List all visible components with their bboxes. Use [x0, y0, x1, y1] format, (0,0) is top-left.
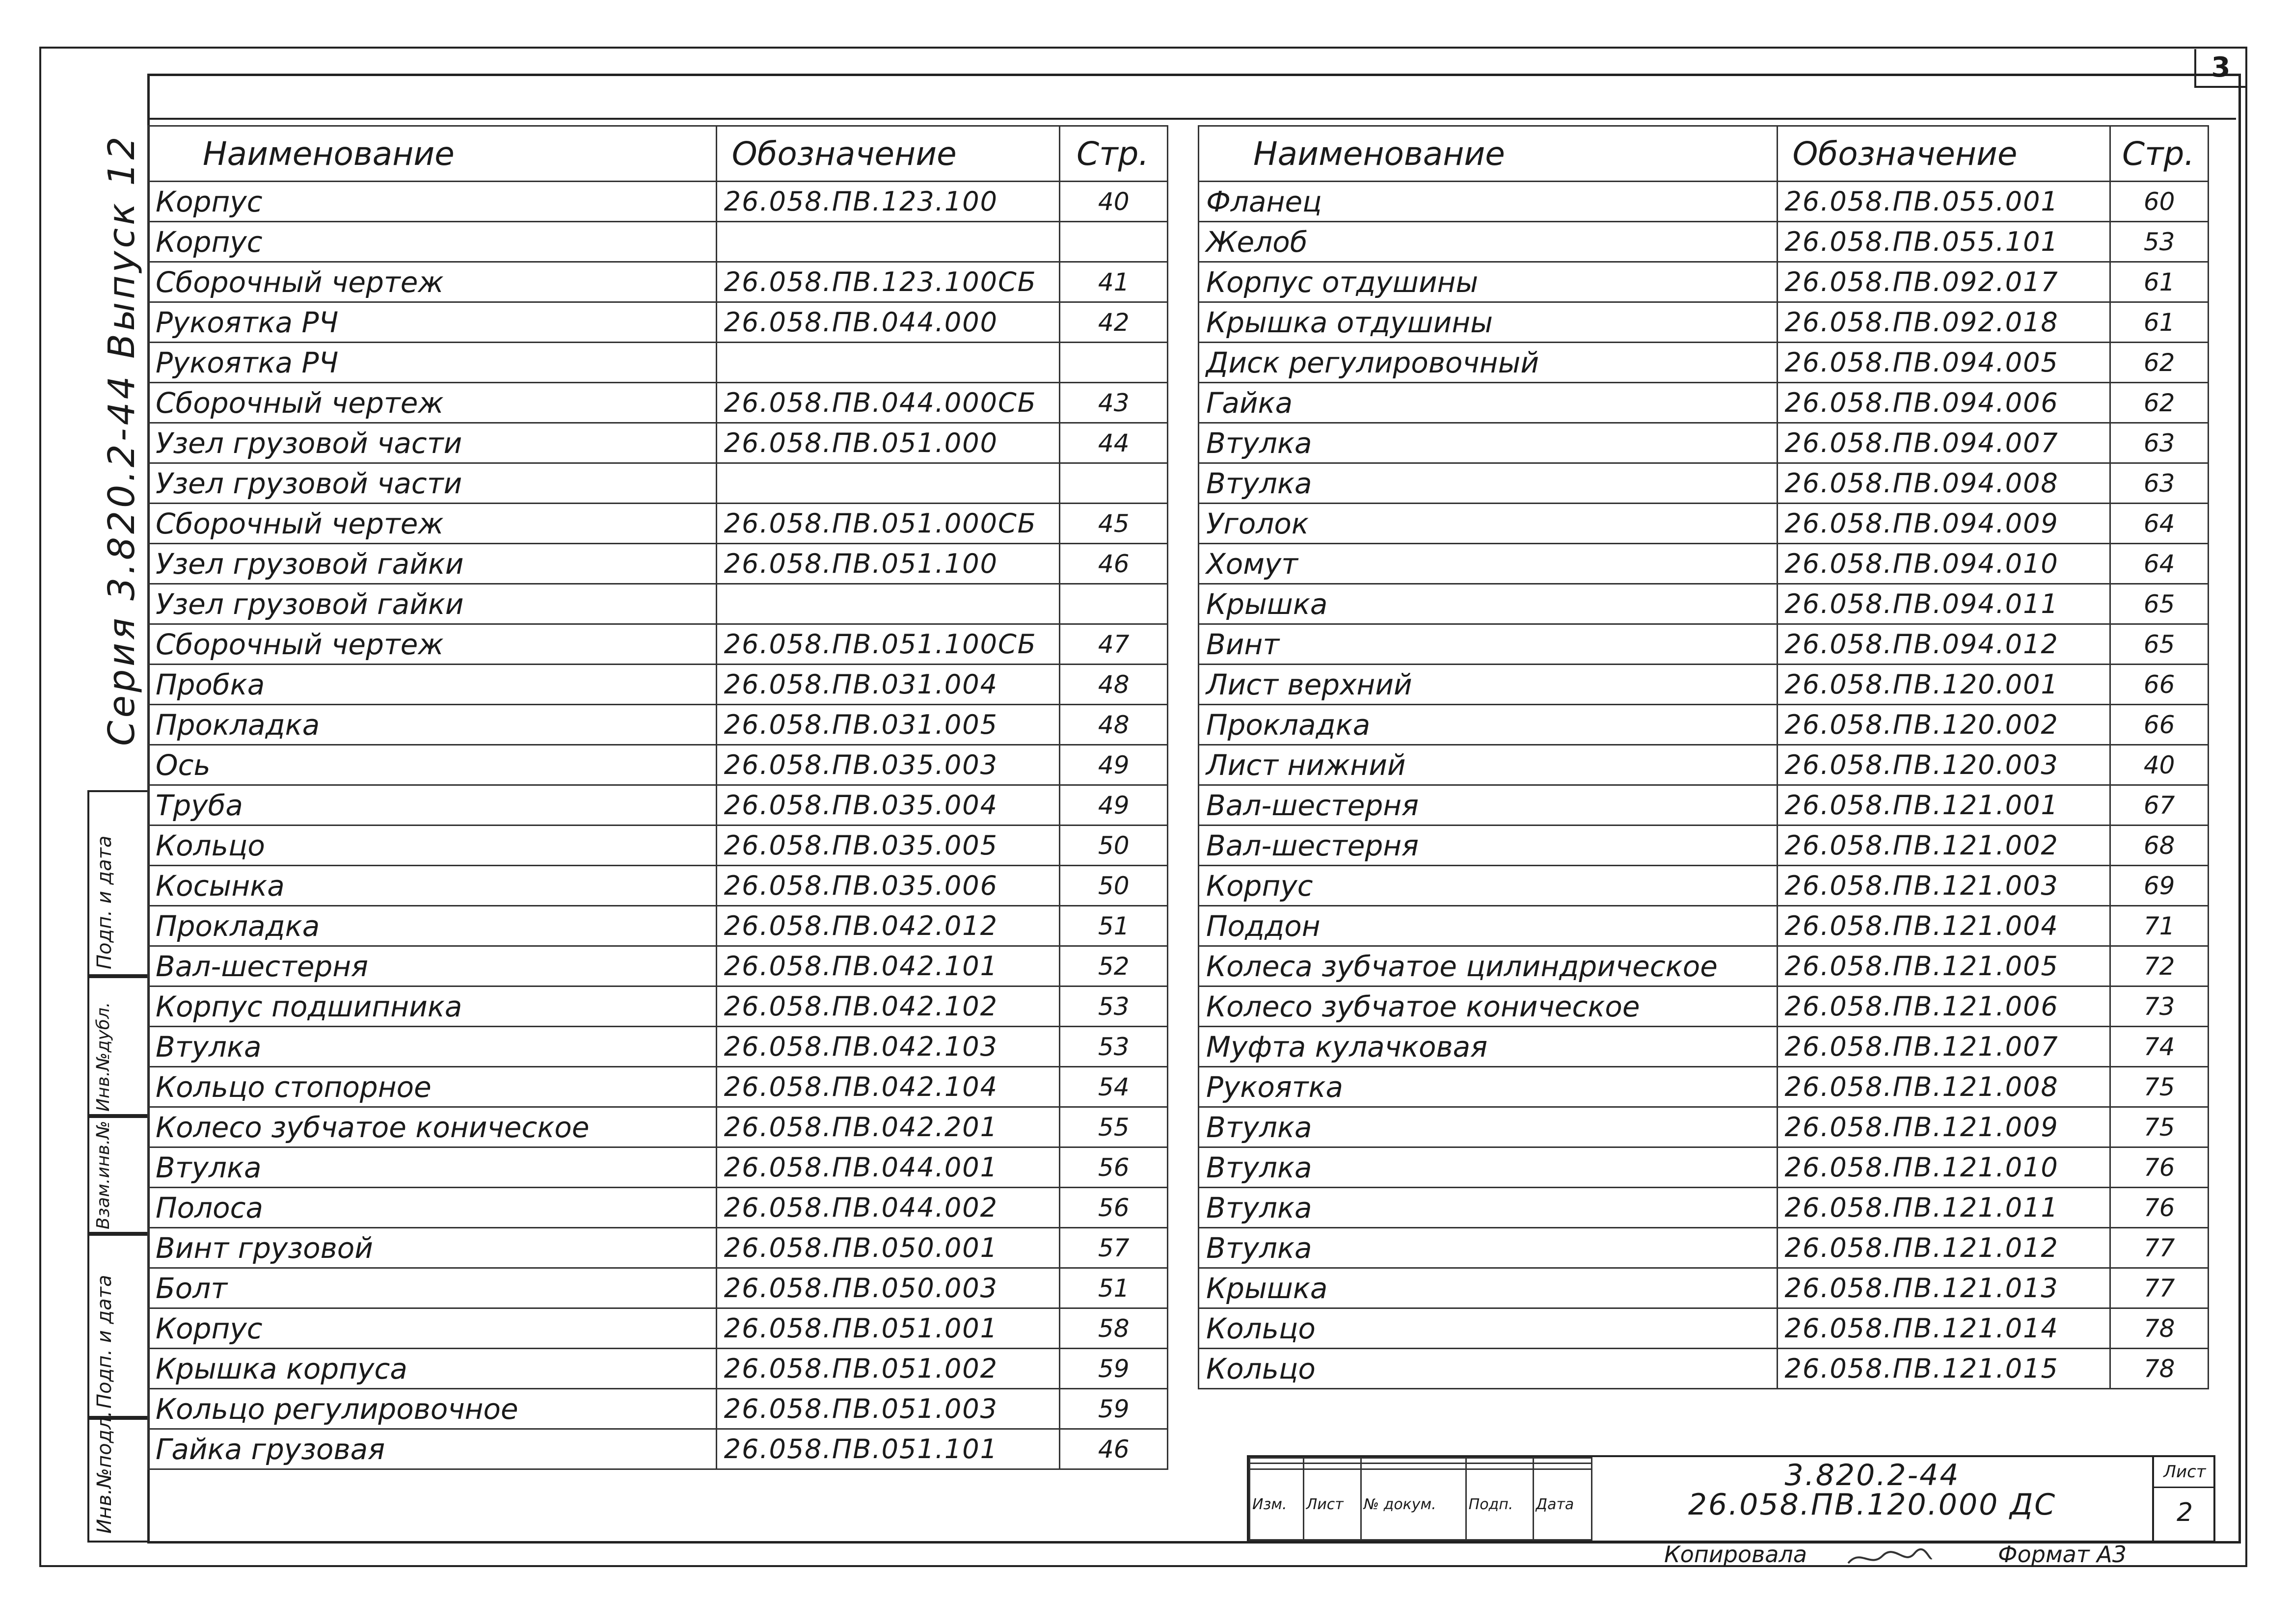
table-header-row: [148, 126, 1168, 182]
item-designation: 26.058.ПВ.051.101: [716, 1429, 1060, 1469]
table-row: [148, 705, 1168, 745]
item-page: 49: [1060, 785, 1168, 825]
table-row: [148, 463, 1168, 504]
item-name: Корпус: [148, 182, 717, 222]
item-name: Корпус: [1199, 866, 1778, 906]
item-designation: 26.058.ПВ.121.008: [1777, 1067, 2110, 1107]
item-name: Кольцо регулировочное: [148, 1389, 717, 1429]
item-page: 77: [2110, 1228, 2209, 1268]
table-row: [148, 1188, 1168, 1228]
item-designation: 26.058.ПВ.094.008: [1777, 463, 2110, 504]
table-row: [1199, 1067, 2209, 1107]
item-name: Рукоятка РЧ: [148, 302, 717, 343]
spec-table-right-body: [1199, 182, 2209, 1389]
item-name: Втулка: [1199, 1147, 1778, 1188]
revision-grid: [1249, 1457, 1592, 1541]
item-name: Винт грузовой: [148, 1228, 717, 1268]
item-designation: 26.058.ПВ.121.007: [1777, 1027, 2110, 1067]
item-name: Полоса: [148, 1188, 717, 1228]
item-designation: [716, 343, 1060, 383]
item-name: Кольцо стопорное: [148, 1067, 717, 1107]
table-row: [148, 1268, 1168, 1308]
table-row: [148, 302, 1168, 343]
item-page: 45: [1060, 504, 1168, 544]
item-designation: 26.058.ПВ.094.005: [1777, 343, 2110, 383]
item-page: 52: [1060, 946, 1168, 986]
item-page: 76: [2110, 1188, 2209, 1228]
spec-table-right: [1198, 125, 2209, 1389]
item-name: Фланец: [1199, 182, 1778, 222]
item-page: 64: [2110, 544, 2209, 584]
item-designation: 26.058.ПВ.051.000СБ: [716, 504, 1060, 544]
item-page: 50: [1060, 825, 1168, 866]
item-designation: 26.058.ПВ.055.101: [1777, 222, 2110, 262]
item-page: 40: [2110, 745, 2209, 785]
item-page: 72: [2110, 946, 2209, 986]
item-designation: 26.058.ПВ.050.001: [716, 1228, 1060, 1268]
item-page: 69: [2110, 866, 2209, 906]
item-designation: 26.058.ПВ.092.018: [1777, 302, 2110, 343]
title-sheet-value: 2: [2176, 1498, 2193, 1527]
table-row: [148, 262, 1168, 302]
table-row: [1199, 343, 2209, 383]
series-side-label: Серия 3.820.2-44 Выпуск 12: [101, 133, 143, 746]
item-name: Крышка: [1199, 1268, 1778, 1308]
table-row: [1199, 544, 2209, 584]
table-row: [148, 1349, 1168, 1389]
table-row: [148, 1107, 1168, 1147]
item-name: Втулка: [148, 1027, 717, 1067]
item-name: Вал-шестерня: [1199, 825, 1778, 866]
item-designation: 26.058.ПВ.121.001: [1777, 785, 2110, 825]
table-row: [148, 986, 1168, 1027]
table-row: [1199, 866, 2209, 906]
table-row: [1199, 463, 2209, 504]
table-row: [148, 423, 1168, 463]
item-designation: 26.058.ПВ.121.004: [1777, 906, 2110, 946]
item-designation: 26.058.ПВ.042.101: [716, 946, 1060, 986]
item-page: 53: [1060, 1027, 1168, 1067]
table-row: [148, 584, 1168, 624]
item-name: Корпус подшипника: [148, 986, 717, 1027]
table-header-row: [1199, 126, 2209, 182]
item-designation: 26.058.ПВ.050.003: [716, 1268, 1060, 1308]
table-row: [1199, 222, 2209, 262]
table-row: [1199, 624, 2209, 665]
item-designation: [716, 584, 1060, 624]
item-page: 59: [1060, 1389, 1168, 1429]
item-designation: 26.058.ПВ.031.004: [716, 665, 1060, 705]
item-name: Узел грузовой гайки: [148, 584, 717, 624]
item-designation: 26.058.ПВ.035.003: [716, 745, 1060, 785]
item-page: 57: [1060, 1228, 1168, 1268]
item-page: 77: [2110, 1268, 2209, 1308]
item-designation: 26.058.ПВ.094.006: [1777, 383, 2110, 423]
item-name: Труба: [148, 785, 717, 825]
table-row: [1199, 986, 2209, 1027]
stamp-label-inv-dubl: Инв.№дубл.: [93, 1002, 113, 1112]
item-designation: 26.058.ПВ.123.100СБ: [716, 262, 1060, 302]
item-name: Лист верхний: [1199, 665, 1778, 705]
item-page: 65: [2110, 624, 2209, 665]
item-page: 61: [2110, 262, 2209, 302]
item-page: 74: [2110, 1027, 2209, 1067]
table-row: [1199, 1147, 2209, 1188]
item-designation: 26.058.ПВ.042.201: [716, 1107, 1060, 1147]
item-designation: 26.058.ПВ.121.010: [1777, 1147, 2110, 1188]
table-row: [1199, 665, 2209, 705]
table-row: [1199, 1027, 2209, 1067]
item-name: Сборочный чертеж: [148, 504, 717, 544]
item-name: Сборочный чертеж: [148, 262, 717, 302]
table-row: [148, 383, 1168, 423]
column-header-designation: Обозначение: [716, 126, 1060, 182]
item-designation: 26.058.ПВ.120.001: [1777, 665, 2110, 705]
table-row: [1199, 785, 2209, 825]
item-page: 67: [2110, 785, 2209, 825]
format-label: Формат А3: [1998, 1541, 2127, 1568]
table-row: [148, 1389, 1168, 1429]
item-page: 47: [1060, 624, 1168, 665]
item-name: Узел грузовой части: [148, 463, 717, 504]
table-row: [148, 624, 1168, 665]
table-row: [148, 946, 1168, 986]
item-name: Ось: [148, 745, 717, 785]
item-page: 62: [2110, 343, 2209, 383]
item-page: 40: [1060, 182, 1168, 222]
table-row: [1199, 705, 2209, 745]
table-row: [148, 504, 1168, 544]
item-designation: 26.058.ПВ.044.000: [716, 302, 1060, 343]
item-page: 41: [1060, 262, 1168, 302]
item-designation: 26.058.ПВ.120.002: [1777, 705, 2110, 745]
item-page: 58: [1060, 1308, 1168, 1349]
item-page: 64: [2110, 504, 2209, 544]
spec-table-left: [147, 125, 1168, 1470]
table-row: [148, 906, 1168, 946]
item-designation: 26.058.ПВ.044.001: [716, 1147, 1060, 1188]
item-designation: 26.058.ПВ.092.017: [1777, 262, 2110, 302]
item-designation: 26.058.ПВ.121.009: [1777, 1107, 2110, 1147]
column-header-name: Наименование: [1199, 126, 1778, 182]
item-name: Прокладка: [148, 906, 717, 946]
item-name: Кольцо: [148, 825, 717, 866]
item-name: Прокладка: [148, 705, 717, 745]
item-page: 68: [2110, 825, 2209, 866]
item-designation: 26.058.ПВ.051.000: [716, 423, 1060, 463]
title-sheet-cell: [2152, 1457, 2215, 1541]
item-designation: 26.058.ПВ.121.011: [1777, 1188, 2110, 1228]
item-designation: 26.058.ПВ.051.002: [716, 1349, 1060, 1389]
table-row: [1199, 383, 2209, 423]
table-row: [148, 665, 1168, 705]
signature-scribble: [1846, 1546, 1934, 1572]
sheet-number: 3: [2194, 49, 2245, 88]
item-name: Лист нижний: [1199, 745, 1778, 785]
item-name: Колесо зубчатое коническое: [1199, 986, 1778, 1027]
column-header-designation: Обозначение: [1777, 126, 2110, 182]
title-series-code: 3.820.2-44: [1784, 1458, 1960, 1492]
item-page: 75: [2110, 1067, 2209, 1107]
item-page: 59: [1060, 1349, 1168, 1389]
table-row: [148, 745, 1168, 785]
item-designation: [716, 222, 1060, 262]
item-name: Втулка: [1199, 1188, 1778, 1228]
title-sheet-label: Лист: [2154, 1457, 2215, 1488]
item-name: Втулка: [148, 1147, 717, 1188]
table-row: [1199, 423, 2209, 463]
item-designation: 26.058.ПВ.051.003: [716, 1389, 1060, 1429]
item-designation: 26.058.ПВ.042.104: [716, 1067, 1060, 1107]
table-row: [1199, 825, 2209, 866]
table-row: [1199, 1308, 2209, 1349]
table-row: [1199, 946, 2209, 986]
item-page: 62: [2110, 383, 2209, 423]
item-name: Винт: [1199, 624, 1778, 665]
item-name: Желоб: [1199, 222, 1778, 262]
table-row: [1199, 182, 2209, 222]
item-designation: 26.058.ПВ.094.011: [1777, 584, 2110, 624]
table-row: [148, 1228, 1168, 1268]
item-page: 63: [2110, 463, 2209, 504]
item-page: 55: [1060, 1107, 1168, 1147]
title-col-doc: № докум.: [1361, 1469, 1466, 1540]
header-top-rule: [147, 118, 2236, 120]
title-col-list: Лист: [1303, 1469, 1361, 1540]
table-row: [1199, 1107, 2209, 1147]
item-designation: 26.058.ПВ.121.014: [1777, 1308, 2110, 1349]
item-name: Муфта кулачковая: [1199, 1027, 1778, 1067]
item-page: 53: [2110, 222, 2209, 262]
item-name: Корпус: [148, 1308, 717, 1349]
item-page: 73: [2110, 986, 2209, 1027]
item-designation: 26.058.ПВ.035.006: [716, 866, 1060, 906]
item-page: [1060, 463, 1168, 504]
item-name: Крышка: [1199, 584, 1778, 624]
item-page: 78: [2110, 1308, 2209, 1349]
item-designation: 26.058.ПВ.042.012: [716, 906, 1060, 946]
item-name: Колесо зубчатое коническое: [148, 1107, 717, 1147]
item-page: 43: [1060, 383, 1168, 423]
item-name: Узел грузовой гайки: [148, 544, 717, 584]
item-page: 46: [1060, 544, 1168, 584]
item-designation: 26.058.ПВ.121.013: [1777, 1268, 2110, 1308]
item-designation: 26.058.ПВ.035.005: [716, 825, 1060, 866]
item-page: [1060, 584, 1168, 624]
item-page: 42: [1060, 302, 1168, 343]
table-row: [148, 1308, 1168, 1349]
column-header-page: Стр.: [2110, 126, 2209, 182]
item-designation: 26.058.ПВ.121.002: [1777, 825, 2110, 866]
item-name: Рукоятка РЧ: [148, 343, 717, 383]
item-designation: 26.058.ПВ.044.000СБ: [716, 383, 1060, 423]
item-page: [1060, 222, 1168, 262]
column-header-page: Стр.: [1060, 126, 1168, 182]
item-designation: 26.058.ПВ.031.005: [716, 705, 1060, 745]
item-name: Втулка: [1199, 463, 1778, 504]
item-designation: 26.058.ПВ.094.007: [1777, 423, 2110, 463]
item-page: 56: [1060, 1147, 1168, 1188]
item-name: Вал-шестерня: [148, 946, 717, 986]
item-page: 48: [1060, 705, 1168, 745]
table-row: [148, 785, 1168, 825]
table-row: [1199, 262, 2209, 302]
item-name: Корпус: [148, 222, 717, 262]
item-name: Кольцо: [1199, 1308, 1778, 1349]
item-designation: [716, 463, 1060, 504]
item-page: 54: [1060, 1067, 1168, 1107]
table-row: [148, 544, 1168, 584]
table-row: [148, 1067, 1168, 1107]
item-designation: 26.058.ПВ.044.002: [716, 1188, 1060, 1228]
table-row: [1199, 745, 2209, 785]
table-row: [1199, 1188, 2209, 1228]
item-name: Болт: [148, 1268, 717, 1308]
column-header-name: Наименование: [148, 126, 717, 182]
item-designation: 26.058.ПВ.042.103: [716, 1027, 1060, 1067]
item-page: 71: [2110, 906, 2209, 946]
table-row: [1199, 1268, 2209, 1308]
item-page: 49: [1060, 745, 1168, 785]
item-designation: 26.058.ПВ.123.100: [716, 182, 1060, 222]
table-row: [148, 1429, 1168, 1469]
table-row: [1199, 1228, 2209, 1268]
item-name: Пробка: [148, 665, 717, 705]
stamp-label-podp-data-1: Подп. и дата: [93, 1275, 116, 1409]
item-name: Вал-шестерня: [1199, 785, 1778, 825]
stamp-label-podp-data-2: Подп. и дата: [93, 835, 116, 969]
item-designation: 26.058.ПВ.120.003: [1777, 745, 2110, 785]
item-page: 75: [2110, 1107, 2209, 1147]
item-page: 78: [2110, 1349, 2209, 1389]
item-designation: 26.058.ПВ.121.012: [1777, 1228, 2110, 1268]
item-page: 56: [1060, 1188, 1168, 1228]
item-name: Прокладка: [1199, 705, 1778, 745]
item-page: 46: [1060, 1429, 1168, 1469]
table-row: [148, 866, 1168, 906]
item-designation: 26.058.ПВ.094.012: [1777, 624, 2110, 665]
item-page: 76: [2110, 1147, 2209, 1188]
item-name: Рукоятка: [1199, 1067, 1778, 1107]
table-row: [148, 343, 1168, 383]
item-name: Крышка отдушины: [1199, 302, 1778, 343]
item-name: Корпус отдушины: [1199, 262, 1778, 302]
item-name: Кольцо: [1199, 1349, 1778, 1389]
spec-table-left-body: [148, 182, 1168, 1469]
item-designation: 26.058.ПВ.121.003: [1777, 866, 2110, 906]
item-name: Гайка: [1199, 383, 1778, 423]
item-designation: 26.058.ПВ.051.100СБ: [716, 624, 1060, 665]
table-row: [1199, 302, 2209, 343]
item-name: Гайка грузовая: [148, 1429, 717, 1469]
item-page: 63: [2110, 423, 2209, 463]
item-page: [1060, 343, 1168, 383]
title-col-data: Дата: [1533, 1469, 1591, 1540]
item-page: 61: [2110, 302, 2209, 343]
table-row: [1199, 584, 2209, 624]
title-document-code: 26.058.ПВ.120.000 ДС: [1688, 1488, 2057, 1522]
item-page: 51: [1060, 906, 1168, 946]
title-block: [1247, 1455, 2215, 1543]
item-name: Диск регулировочный: [1199, 343, 1778, 383]
item-name: Втулка: [1199, 1107, 1778, 1147]
item-name: Сборочный чертеж: [148, 624, 717, 665]
item-name: Колеса зубчатое цилиндрическое: [1199, 946, 1778, 986]
item-name: Хомут: [1199, 544, 1778, 584]
table-row: [1199, 504, 2209, 544]
item-designation: 26.058.ПВ.121.005: [1777, 946, 2110, 986]
item-page: 65: [2110, 584, 2209, 624]
item-designation: 26.058.ПВ.094.009: [1777, 504, 2110, 544]
item-designation: 26.058.ПВ.055.001: [1777, 182, 2110, 222]
item-name: Поддон: [1199, 906, 1778, 946]
table-row: [148, 182, 1168, 222]
item-designation: 26.058.ПВ.121.015: [1777, 1349, 2110, 1389]
title-col-izm: Изм.: [1250, 1469, 1304, 1540]
item-name: Сборочный чертеж: [148, 383, 717, 423]
item-page: 53: [1060, 986, 1168, 1027]
item-page: 50: [1060, 866, 1168, 906]
item-name: Косынка: [148, 866, 717, 906]
item-name: Узел грузовой части: [148, 423, 717, 463]
item-designation: 26.058.ПВ.121.006: [1777, 986, 2110, 1027]
item-page: 60: [2110, 182, 2209, 222]
table-row: [148, 825, 1168, 866]
title-col-podp: Подп.: [1466, 1469, 1533, 1540]
item-page: 48: [1060, 665, 1168, 705]
item-page: 66: [2110, 705, 2209, 745]
stamp-label-vzam-inv: Взам.инв.№: [93, 1120, 113, 1229]
table-row: [1199, 906, 2209, 946]
item-designation: 26.058.ПВ.035.004: [716, 785, 1060, 825]
table-row: [148, 1147, 1168, 1188]
item-designation: 26.058.ПВ.051.100: [716, 544, 1060, 584]
table-row: [148, 1027, 1168, 1067]
item-name: Уголок: [1199, 504, 1778, 544]
item-name: Втулка: [1199, 423, 1778, 463]
item-designation: 26.058.ПВ.051.001: [716, 1308, 1060, 1349]
table-row: [148, 222, 1168, 262]
item-designation: 26.058.ПВ.042.102: [716, 986, 1060, 1027]
item-page: 44: [1060, 423, 1168, 463]
item-name: Втулка: [1199, 1228, 1778, 1268]
item-name: Крышка корпуса: [148, 1349, 717, 1389]
stamp-label-inv-podl: Инв.№подл.: [93, 1411, 116, 1534]
table-row: [1199, 1349, 2209, 1389]
item-page: 51: [1060, 1268, 1168, 1308]
copied-by-label: Копировала: [1664, 1541, 1807, 1568]
item-designation: 26.058.ПВ.094.010: [1777, 544, 2110, 584]
item-page: 66: [2110, 665, 2209, 705]
